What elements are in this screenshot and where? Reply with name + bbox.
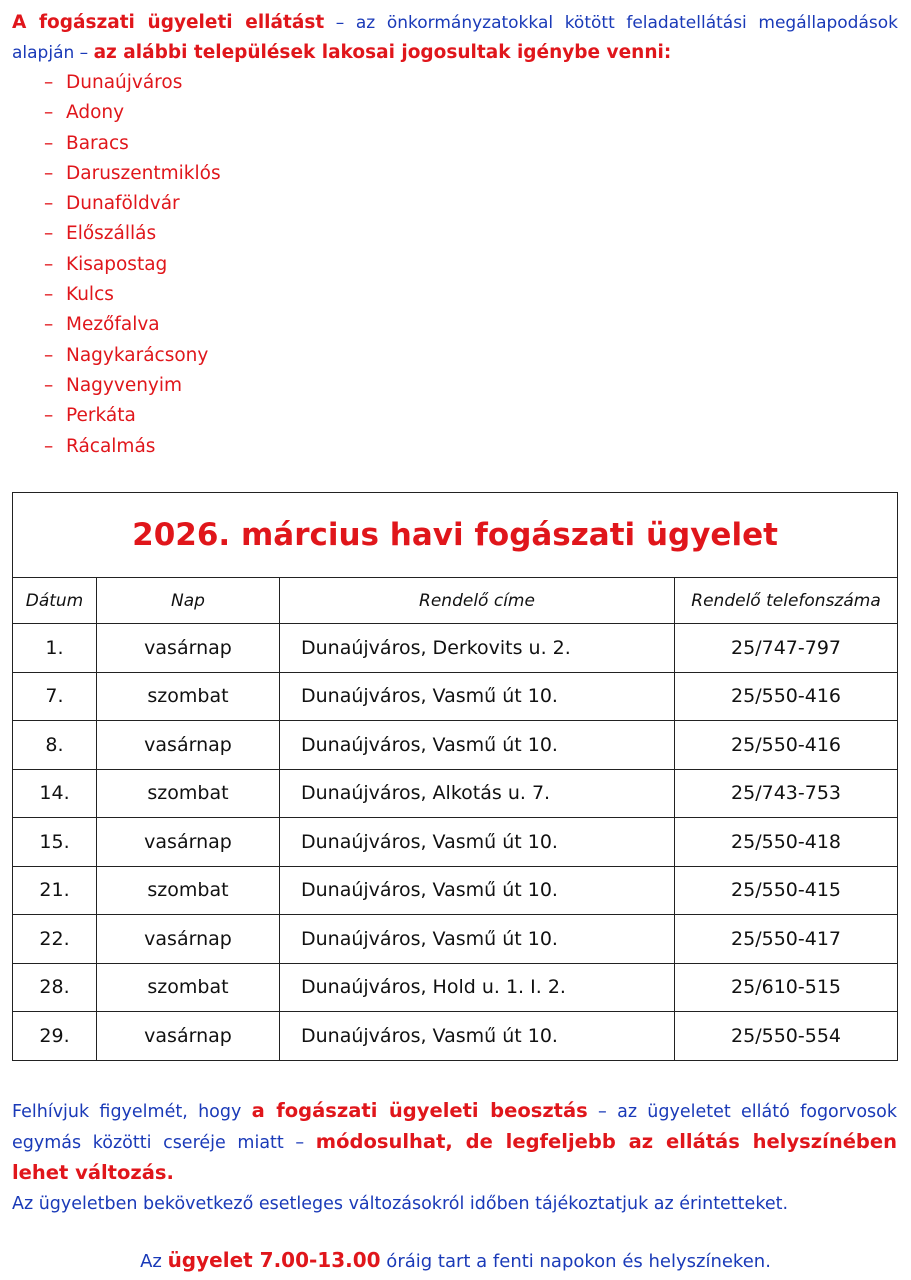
cell-day: vasárnap — [97, 818, 280, 867]
list-dash-marker: – — [44, 374, 54, 396]
table-row — [13, 866, 898, 915]
intro-end: az alábbi települések lakosai jogosultak igénybe venni: — [93, 42, 672, 63]
header-address: Rendelő címe — [280, 578, 675, 624]
cell-date: 21. — [13, 866, 97, 915]
town-name: Adony — [66, 102, 125, 124]
town-list-item — [44, 189, 221, 219]
cell-address: Dunaújváros, Vasmű út 10. — [280, 818, 675, 867]
town-list-item — [44, 98, 221, 128]
list-dash-marker: – — [44, 193, 54, 215]
list-dash-marker: – — [44, 72, 54, 93]
cell-date: 1. — [13, 624, 97, 673]
town-list-item — [44, 159, 221, 189]
cell-date: 14. — [13, 769, 97, 818]
table-row — [13, 963, 898, 1012]
cell-phone: 25/550-415 — [675, 866, 898, 915]
town-list-item — [44, 310, 221, 340]
cell-phone: 25/550-416 — [675, 721, 898, 770]
schedule-table — [12, 492, 898, 1061]
cell-phone: 25/550-416 — [675, 672, 898, 721]
cell-day: vasárnap — [97, 721, 280, 770]
table-title: 2026. március havi fogászati ügyelet — [13, 493, 898, 578]
footer-text-c: óráig tart a fenti napokon és helyszíneken. — [380, 1251, 771, 1272]
notice-paragraph — [12, 1096, 897, 1189]
town-name: Dunaföldvár — [66, 193, 180, 215]
cell-date: 7. — [13, 672, 97, 721]
list-dash-marker: – — [44, 162, 54, 184]
cell-address: Dunaújváros, Vasmű út 10. — [280, 866, 675, 915]
cell-day: szombat — [97, 672, 280, 721]
cell-day: szombat — [97, 963, 280, 1012]
table-row — [13, 1012, 898, 1061]
notice-text-c: – az ügyeletet ellátó fogorvosok egymás közötti cseréje miatt – — [12, 1102, 897, 1153]
notice-highlight-schedule: a fogászati ügyeleti beosztás — [251, 1099, 588, 1122]
cell-phone: 25/550-554 — [675, 1012, 898, 1061]
town-list-item — [44, 129, 221, 159]
footer-text-a: Az — [140, 1251, 168, 1272]
table-row — [13, 915, 898, 964]
list-dash-marker: – — [44, 132, 54, 154]
cell-date: 29. — [13, 1012, 97, 1061]
town-list-item — [44, 219, 221, 249]
header-day: Nap — [97, 578, 280, 624]
header-date: Dátum — [13, 578, 97, 624]
cell-address: Dunaújváros, Vasmű út 10. — [280, 721, 675, 770]
list-dash-marker: – — [44, 405, 54, 427]
table-row — [13, 721, 898, 770]
cell-address: Dunaújváros, Derkovits u. 2. — [280, 624, 675, 673]
list-dash-marker: – — [44, 435, 54, 457]
town-list-item — [44, 280, 221, 310]
cell-address: Dunaújváros, Vasmű út 10. — [280, 1012, 675, 1061]
cell-phone: 25/610-515 — [675, 963, 898, 1012]
town-list-item — [44, 401, 221, 431]
intro-middle: – az önkormányzatokkal kötött feladatellátási megállapodások alapján – — [12, 13, 898, 63]
table-row — [13, 624, 898, 673]
list-dash-marker: – — [44, 314, 54, 336]
footer-hours-highlight: ügyelet 7.00-13.00 — [167, 1248, 381, 1272]
cell-address: Dunaújváros, Vasmű út 10. — [280, 672, 675, 721]
cell-address: Dunaújváros, Alkotás u. 7. — [280, 769, 675, 818]
footer-hours — [0, 1246, 911, 1276]
town-name: Dunaújváros — [66, 72, 183, 93]
notice-period: . — [166, 1161, 174, 1184]
town-list-item — [44, 432, 221, 462]
town-name: Nagyvenyim — [66, 374, 183, 396]
cell-phone: 25/747-797 — [675, 624, 898, 673]
list-dash-marker: – — [44, 102, 54, 124]
table-header-row — [13, 578, 898, 624]
header-phone: Rendelő telefonszáma — [675, 578, 898, 624]
cell-phone: 25/743-753 — [675, 769, 898, 818]
notice-section — [12, 1096, 897, 1219]
notice-highlight-change: módosulhat, de legfeljebb az ellátás helyszínében lehet változás — [12, 1130, 897, 1184]
list-dash-marker: – — [44, 284, 54, 306]
table-row — [13, 672, 898, 721]
list-dash-marker: – — [44, 344, 54, 366]
town-name: Baracs — [66, 132, 129, 154]
notice-info: Az ügyeletben bekövetkező esetleges változásokról időben tájékoztatjuk az érintetteket. — [12, 1194, 789, 1214]
cell-day: szombat — [97, 769, 280, 818]
intro-lead: A fogászati ügyeleti ellátást — [12, 12, 325, 33]
notice-text-a: Felhívjuk figyelmét, hogy — [12, 1102, 252, 1122]
cell-address: Dunaújváros, Hold u. 1. I. 2. — [280, 963, 675, 1012]
town-name: Daruszentmiklós — [66, 162, 221, 184]
town-name: Perkáta — [66, 405, 136, 427]
table-row — [13, 818, 898, 867]
town-name: Kulcs — [66, 284, 114, 306]
cell-phone: 25/550-418 — [675, 818, 898, 867]
cell-day: vasárnap — [97, 915, 280, 964]
town-name: Mezőfalva — [66, 314, 160, 336]
list-dash-marker: – — [44, 253, 54, 275]
cell-day: szombat — [97, 866, 280, 915]
list-dash-marker: – — [44, 223, 54, 245]
intro-paragraph — [12, 8, 898, 68]
table-body — [13, 624, 898, 1061]
town-name: Nagykarácsony — [66, 344, 209, 366]
cell-day: vasárnap — [97, 624, 280, 673]
town-name: Rácalmás — [66, 435, 156, 457]
table-row — [13, 769, 898, 818]
cell-phone: 25/550-417 — [675, 915, 898, 964]
town-list — [44, 68, 221, 462]
cell-day: vasárnap — [97, 1012, 280, 1061]
cell-date: 28. — [13, 963, 97, 1012]
town-list-item — [44, 68, 221, 98]
cell-date: 8. — [13, 721, 97, 770]
town-name: Kisapostag — [66, 253, 168, 275]
town-list-item — [44, 371, 221, 401]
cell-date: 22. — [13, 915, 97, 964]
town-name: Előszállás — [66, 223, 157, 245]
town-list-item — [44, 250, 221, 280]
cell-address: Dunaújváros, Vasmű út 10. — [280, 915, 675, 964]
cell-date: 15. — [13, 818, 97, 867]
town-list-item — [44, 341, 221, 371]
